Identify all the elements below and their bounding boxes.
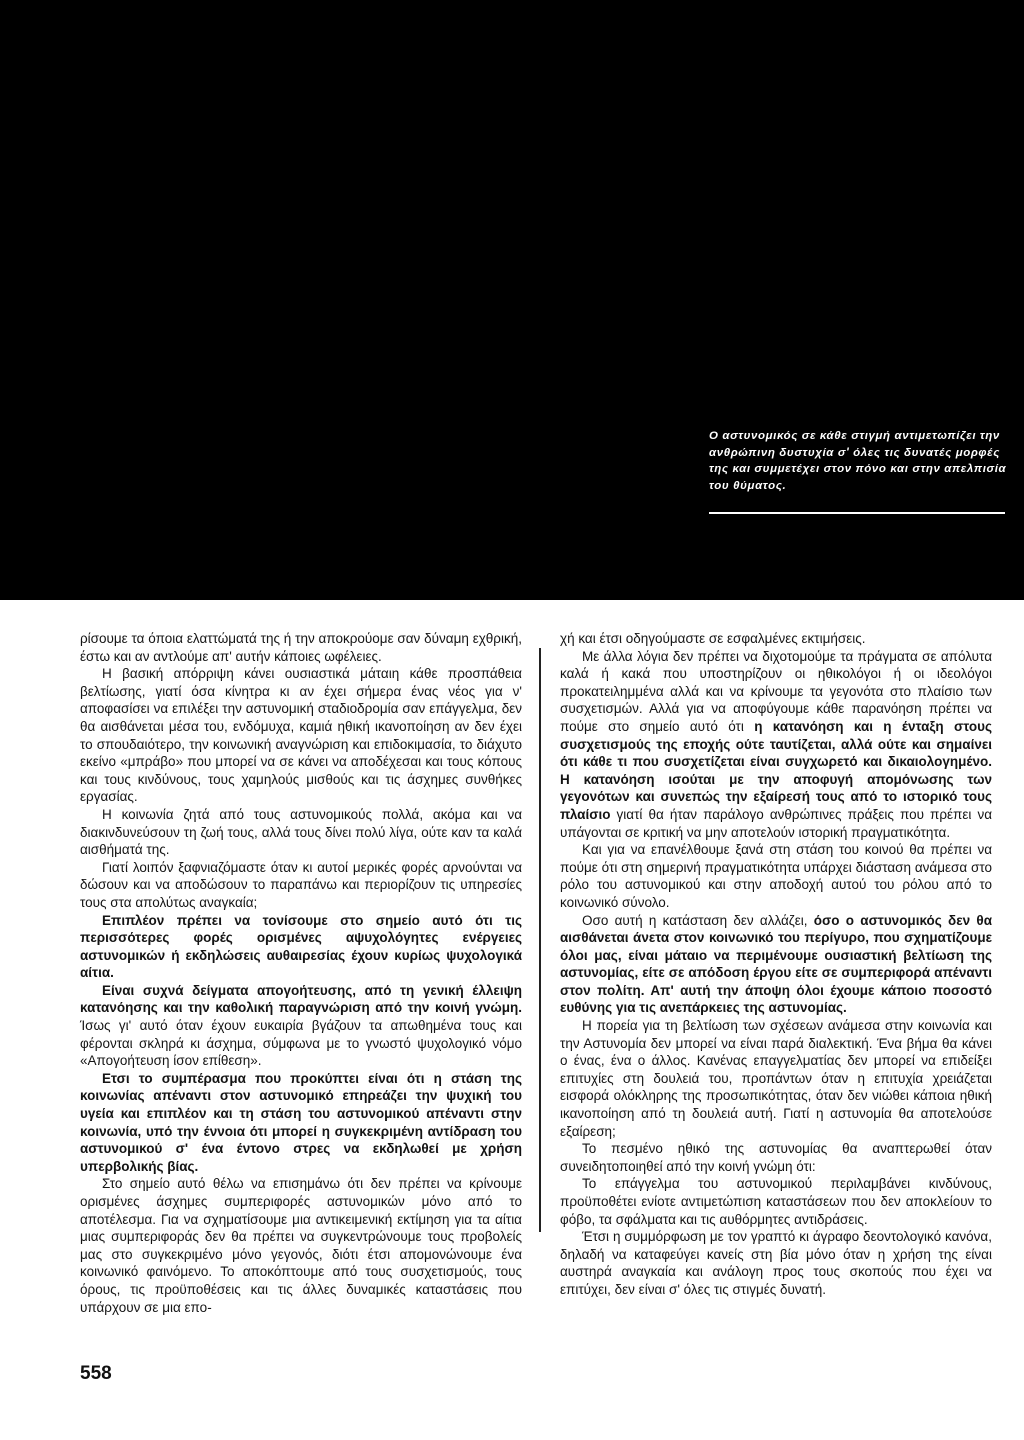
text-run: Στο σημείο αυτό θέλω να επισημάνω ότι δεν πρέπει να κρίνουμε ορισμένες άσχημες συμπεριφορές αστυνομικών μόνο από το αποτέλεσμα. Για να σχηματίσουμε μια αντικειμενική εκτίμηση για τα αίτια μιας συμπεριφοράς δεν θα πρέπει να συγκεντρώνουμε τους προβολείς μας στο συγκεκριμένο μόνο γεγονός, διότι έτσι απομονώνουμε ένα κοινωνικό φαινόμενο. Το αποκόπτουμε από τους συσχετισμούς, τους όρους, τις προϋποθέσεις και τις άλλες δυναμικές καταστάσεις που υπάρχουν σε μια επο- — [80, 1176, 522, 1315]
text-run: Και για να επανέλθουμε ξανά στη στάση του κοινού θα πρέπει να πούμε ότι στη σημερινή πραγματικότητα υπάρχει διάσταση ανάμεσα στο ρόλο του αστυνομικού και στην αποδοχή αυτού του ρόλου από το κοινωνικό σύνολο. — [560, 842, 992, 910]
bold-text-run: Επιπλέον πρέπει να τονίσουμε στο σημείο αυτό ότι τις περισσότερες φορές ορισμένες αψυχολόγητες ενέργειες αστυνομικών ή εκδηλώσεις αυθαιρεσίας έχουν κυρίως ψυχολογικά αίτια. — [80, 912, 522, 981]
paragraph — [560, 841, 992, 911]
bold-text-run: η κατανόηση και η ένταξη στους συσχετισμούς της εποχής ούτε ταυτίζεται, αλλά ούτε και σημαίνει ότι κάθε τι που συσχετίζεται είναι συγχωρετό και δικαιολογημένο. Η κατανόηση ισούται με την αποφυγή απομόνωσης των γεγονότων και συνεπώς την εξαίρεσή τους από το ιστορικό τους πλαίσιο — [560, 718, 992, 822]
paragraph — [80, 1175, 522, 1316]
text-run: Η πορεία για τη βελτίωση των σχέσεων ανάμεσα στην κοινωνία και την Αστυνομία δεν μπορεί να είναι παρά διαλεκτική. Ένα βήμα θα κάνει ο ένας, ένα ο άλλος. Κανένας επαγγελματίας δεν μπορεί να επιδείξει επιτυχίες στη δουλειά του, προπάντων όταν η επιτυχία χρειάζεται εισφορά ολόκληρης της προσωπικότητας, όταν δεν νιώθει κάποια ηθική ικανοποίηση από τη δουλειά αυτή. Γιατί η αστυνομία θα αποτελούσε εξαίρεση; — [560, 1018, 992, 1139]
bold-text-run: Ετσι το συμπέρασμα που προκύπτει είναι ότι η στάση της κοινωνίας απέναντι στον αστυνομικό επηρεάζει την ψυχική του υγεία και επιπλέον και τη στάση του αστυνομικού απέναντι στην κοινωνία, υπό την έννοια ότι μπορεί η συγκεκριμένη αντίδραση του αστυνομικού σ' ένα έντονο στρες να εκδηλωθεί με χρήση υπερβολικής βίας. — [80, 1070, 522, 1174]
text-run: Οσο αυτή η κατάσταση δεν αλλάζει, — [582, 912, 814, 928]
paragraph — [80, 665, 522, 806]
bold-text-run: όσο ο αστυνομικός δεν θα αισθάνεται άνετα στον κοινωνικό του περίγυρο, που σχηματίζουμε όλοι μας, είναι μάταιο να περιμένουμε ουσιαστική βελτίωση της αστυνομίας, είτε σε απόδοση έργου είτε σε συμπεριφορά απέναντι στον πολίτη. Απ' αυτή την άποψη όλοι έχουμε κάποιο ποσοστό ευθύνης για τις ανεπάρκειες της αστυνομίας. — [560, 912, 993, 1016]
paragraph — [80, 806, 522, 859]
page-number: 558 — [80, 1363, 112, 1384]
paragraph — [560, 648, 992, 842]
text-run: Με άλλα λόγια δεν πρέπει να διχοτομούμε τα πράγματα σε απόλυτα καλά ή κακά που υποστηρίζουν οι ηθικολόγοι ή οι ιδεολόγοι προκατειλημμένα αλλά και να κρίνουμε τα γεγονότα στο πλαίσιο των συσχετισμών. Αλλά για να αποφύγουμε κάθε παρανόηση πρέπει να πούμε στο σημείο αυτό ότι — [560, 648, 992, 734]
text-run: Έτσι η συμμόρφωση με τον γραπτό κι άγραφο δεοντολογικό κανόνα, δηλαδή να καταφεύγει κανείς στη βία μόνο όταν η χρήση της είναι αυστηρά αναγκαία και ανάλογη προς τους σκοπούς που έχει να επιτύχει, δεν είναι σ' όλες τις στιγμές δυνατή. — [560, 1229, 992, 1297]
paragraph — [560, 630, 992, 648]
paragraph — [80, 1070, 522, 1176]
text-run: χή και έτσι οδηγούμαστε σε εσφαλμένες εκτιμήσεις. — [560, 631, 866, 646]
paragraph — [560, 912, 992, 1018]
paragraph — [560, 1175, 992, 1228]
paragraph — [80, 630, 522, 665]
paragraph — [80, 859, 522, 912]
paragraph — [560, 1140, 992, 1175]
caption-rule — [709, 512, 1005, 514]
article-column-right — [560, 630, 992, 1299]
column-divider — [539, 648, 541, 1232]
paragraph — [80, 982, 522, 1070]
bold-text-run: Είναι συχνά δείγματα απογοήτευσης, από τη γενική έλλειψη κατανόησης και την καθολική παραγνώριση από την κοινή γνώμη. — [80, 982, 522, 1016]
text-run: Η βασική απόρριψη κάνει ουσιαστικά μάταιη κάθε προσπάθεια βελτίωσης, γιατί όσα κίνητρα κι αν έχει σήμερα ένας νέος για ν' αποφασίσει να επιλέξει την αστυνομική σταδιοδρομία σαν επάγγελμα, δεν θα αισθάνεται μέσα του, ενδόμυχα, καμιά ηθική ικανοποίηση αν δεν έχει το σπουδαιότερο, την κοινωνική αναγνώριση και επιδοκιμασία, το διάχυτο εκείνο «μπράβο» που μπορεί να σε κάνει να αποδέχεσαι και τους κόπους και τους κινδύνους, τους χαμηλούς μισθούς και τις άσχημες συνθήκες εργασίας. — [80, 666, 522, 805]
article-column-left — [80, 630, 522, 1316]
paragraph — [560, 1017, 992, 1140]
paragraph — [560, 1228, 992, 1298]
photo-caption: Ο αστυνομικός σε κάθε στιγμή αντιμετωπίζει την ανθρώπινη δυστυχία σ' όλες τις δυνατές μορφές της και συμμετέχει στον πόνο και στην απελπισία του θύματος. — [709, 430, 1007, 492]
text-run: Γιατί λοιπόν ξαφνιαζόμαστε όταν κι αυτοί μερικές φορές αρνούνται να δώσουν και να αποδώσουν το παραπάνω και περιορίζουν τις υπηρεσίες τους στα απολύτως αναγκαία; — [80, 859, 522, 910]
photo-black-area — [0, 0, 1024, 600]
text-run: Η κοινωνία ζητά από τους αστυνομικούς πολλά, ακόμα και να διακινδυνεύσουν τη ζωή τους, αλλά τους δίνει πολύ λίγα, ούτε καν τα καλά αισθήματά της. — [80, 806, 522, 858]
paragraph — [80, 912, 522, 982]
text-run: γιατί θα ήταν παράλογο ανθρώπινες πράξεις που πρέπει να υπάγονται σε κριτική να μην αποτελούν ιστορική πραγματικότητα. — [560, 806, 992, 840]
text-run: Ίσως γι' αυτό όταν έχουν ευκαιρία βγάζουν τα απωθημένα τους και φέρονται σκληρά κι άσχημα, σύμφωνα με το γνωστό ψυχολογικό νόμο «Απογοήτευση ίσον επίθεση». — [80, 1018, 522, 1069]
text-run: Το επάγγελμα του αστυνομικού περιλαμβάνει κινδύνους, προϋποθέτει ενίοτε αντιμετώπιση καταστάσεων που δεν αποκλείουν το φόβο, τα σφάλματα και τις αυθόρμητες αντιδράσεις. — [560, 1176, 992, 1227]
text-run: ρίσουμε τα όποια ελαττώματά της ή την αποκρούομε σαν δύναμη εχθρική, έστω και αν αντλούμε απ' αυτήν κάποιες ωφέλειες. — [80, 631, 522, 664]
text-run: Το πεσμένο ηθικό της αστυνομίας θα αναπτερωθεί όταν συνειδητοποιηθεί από την κοινή γνώμη ότι: — [560, 1141, 992, 1174]
